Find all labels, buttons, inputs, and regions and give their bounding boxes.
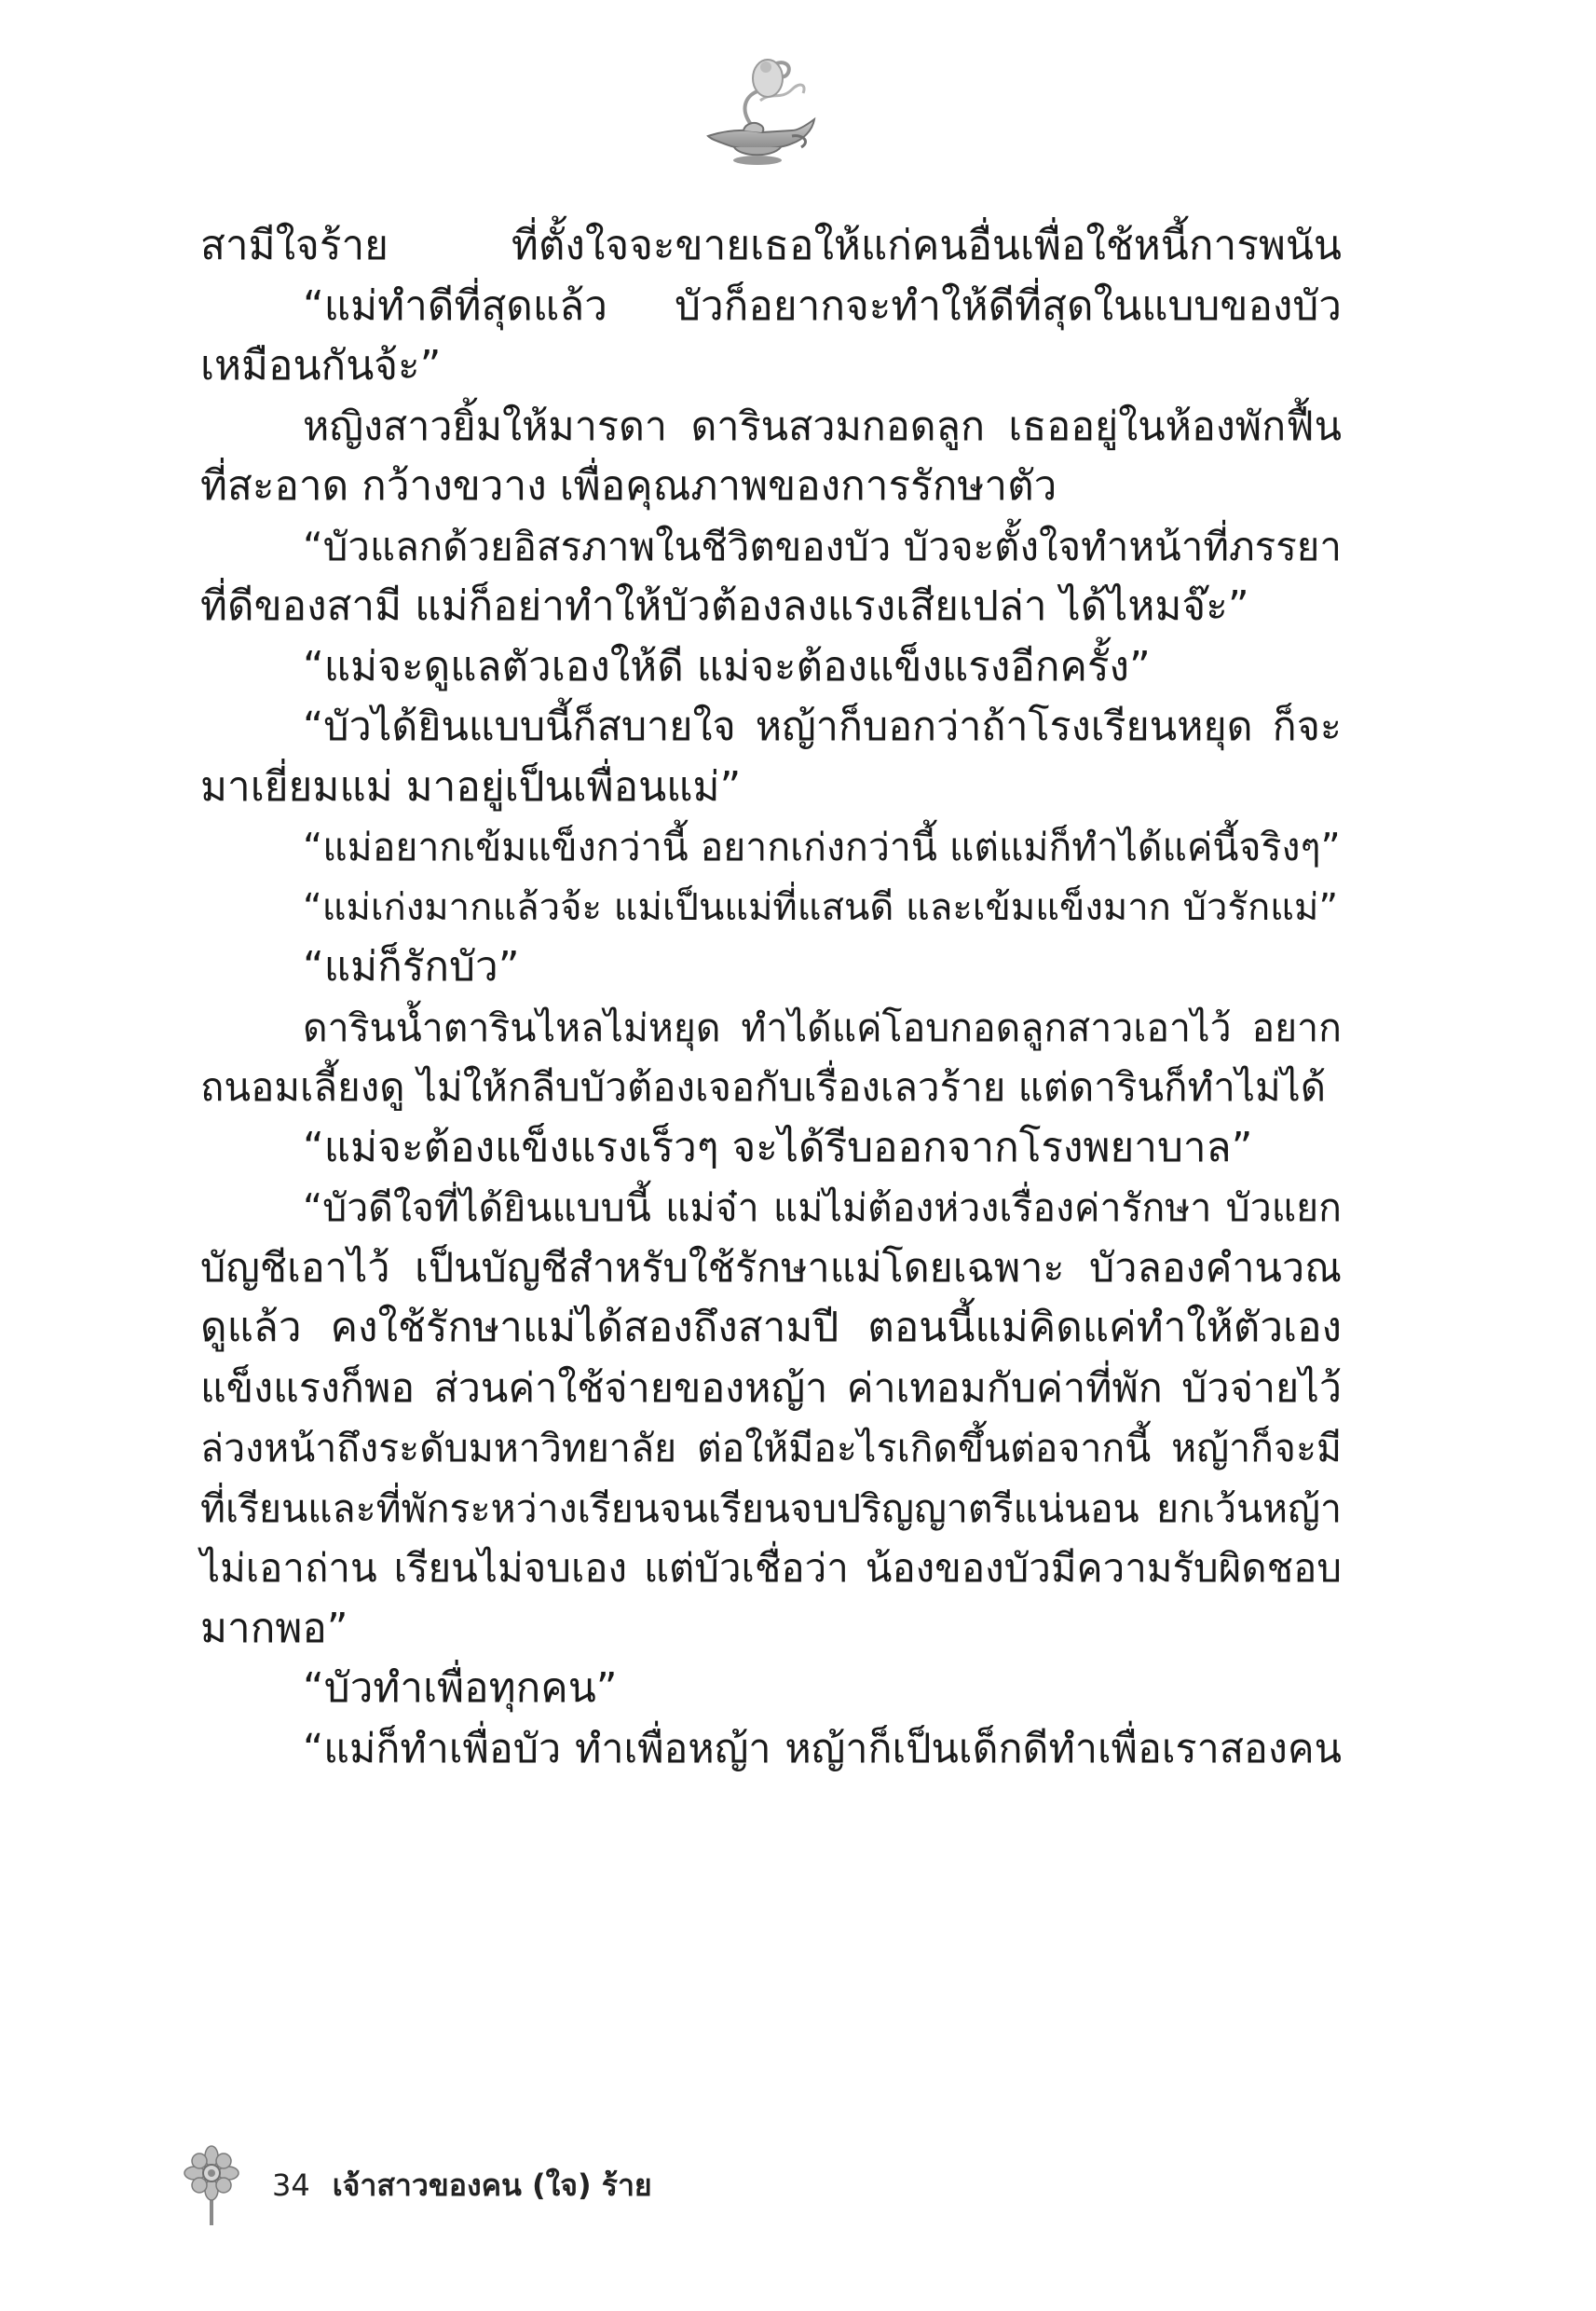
text-line: “แม่อยากเข้มแข็งกว่านี้ อยากเก่งกว่านี้ แต่แม่ก็ทำได้แค่นี้จริงๆ” (303, 825, 1341, 869)
text-line: “บัวได้ยินแบบนี้ก็สบายใจ หญ้าก็บอกว่าถ้าโรงเรียนหยุด ก็จะ (303, 704, 1342, 750)
text-line: ไม่เอาถ่าน เรียนไม่จบเอง แต่บัวเชื่อว่า น้องของบัวมีความรับผิดชอบ (200, 1545, 1342, 1591)
text-line: ดูแล้ว คงใช้รักษาแม่ได้สองถึงสามปี ตอนนี้แม่คิดแค่ทำให้ตัวเอง (200, 1304, 1342, 1351)
text-line: ที่ดีของสามี แม่ก็อย่าทำให้บัวต้องลงแรงเสียเปล่า ได้ไหมจ๊ะ” (200, 582, 1249, 630)
book-title: เจ้าสาวของคน (ใจ) ร้าย (332, 2167, 652, 2203)
text-line: “บัวแลกด้วยอิสรภาพในชีวิตของบัว บัวจะตั้งใจทำหน้าที่ภรรยา (303, 523, 1342, 569)
genie-lamp-icon (688, 45, 827, 175)
text-line: “แม่จะดูแลตัวเองให้ดี แม่จะต้องแข็งแรงอีกครั้ง” (303, 642, 1151, 691)
page-number: 34 (272, 2167, 310, 2203)
text-line: “แม่จะต้องแข็งแรงเร็วๆ จะได้รีบออกจากโรงพยาบาล” (303, 1123, 1253, 1171)
text-line: เหมือนกันจ้ะ” (200, 342, 442, 390)
text-line: ถนอมเลี้ยงดู ไม่ให้กลีบบัวต้องเจอกับเรื่องเลวร้าย แต่ดารินก็ทำไม่ได้ (200, 1064, 1327, 1110)
text-line: “บัวทำเพื่อทุกคน” (303, 1664, 618, 1712)
text-line: “แม่เก่งมากแล้วจ้ะ แม่เป็นแม่ที่แสนดี และเข้มแข็งมาก บัวรักแม่” (303, 885, 1339, 929)
text-line: มาเยี่ยมแม่ มาอยู่เป็นเพื่อนแม่” (200, 762, 742, 811)
text-line: บัญชีเอาไว้ เป็นบัญชีสำหรับใช้รักษาแม่โดยเฉพาะ บัวลองคำนวณ (200, 1244, 1342, 1292)
text-line: “แม่ก็ทำเพื่อบัว ทำเพื่อหญ้า หญ้าก็เป็นเด็กดีทำเพื่อเราสองคน (303, 1725, 1342, 1772)
flower-icon (183, 2143, 240, 2227)
text-line: สามีใจร้าย ที่ตั้งใจจะขายเธอให้แก่คนอื่นเพื่อใช้หนี้การพนัน (200, 222, 1342, 269)
text-line: มากพอ” (200, 1604, 348, 1652)
text-line: ดารินน้ำตารินไหลไม่หยุด ทำได้แค่โอบกอดลูกสาวเอาไว้ อยาก (303, 1005, 1342, 1050)
text-line: หญิงสาวยิ้มให้มารดา ดารินสวมกอดลูก เธออยู่ในห้องพักฟื้น (303, 403, 1342, 450)
text-line: ล่วงหน้าถึงระดับมหาวิทยาลัย ต่อให้มีอะไรเกิดขึ้นต่อจากนี้ หญ้าก็จะมี (200, 1426, 1342, 1470)
text-line: “แม่ทำดีที่สุดแล้ว บัวก็อยากจะทำให้ดีที่สุดในแบบของบัว (303, 281, 1342, 330)
text-line: “บัวดีใจที่ได้ยินแบบนี้ แม่จ๋า แม่ไม่ต้องห่วงเรื่องค่ารักษา บัวแยก (303, 1185, 1342, 1230)
text-line: “แม่ก็รักบัว” (303, 943, 520, 991)
text-line: ที่สะอาด กว้างขวาง เพื่อคุณภาพของการรักษาตัว (200, 462, 1057, 510)
page-footer (183, 2143, 652, 2227)
text-line: แข็งแรงก็พอ ส่วนค่าใช้จ่ายของหญ้า ค่าเทอมกับค่าที่พัก บัวจ่ายไว้ (200, 1364, 1342, 1412)
body-text (200, 216, 1342, 1779)
text-line: ที่เรียนและที่พักระหว่างเรียนจนเรียนจบปริญญาตรีแน่นอน ยกเว้นหญ้า (200, 1485, 1342, 1531)
